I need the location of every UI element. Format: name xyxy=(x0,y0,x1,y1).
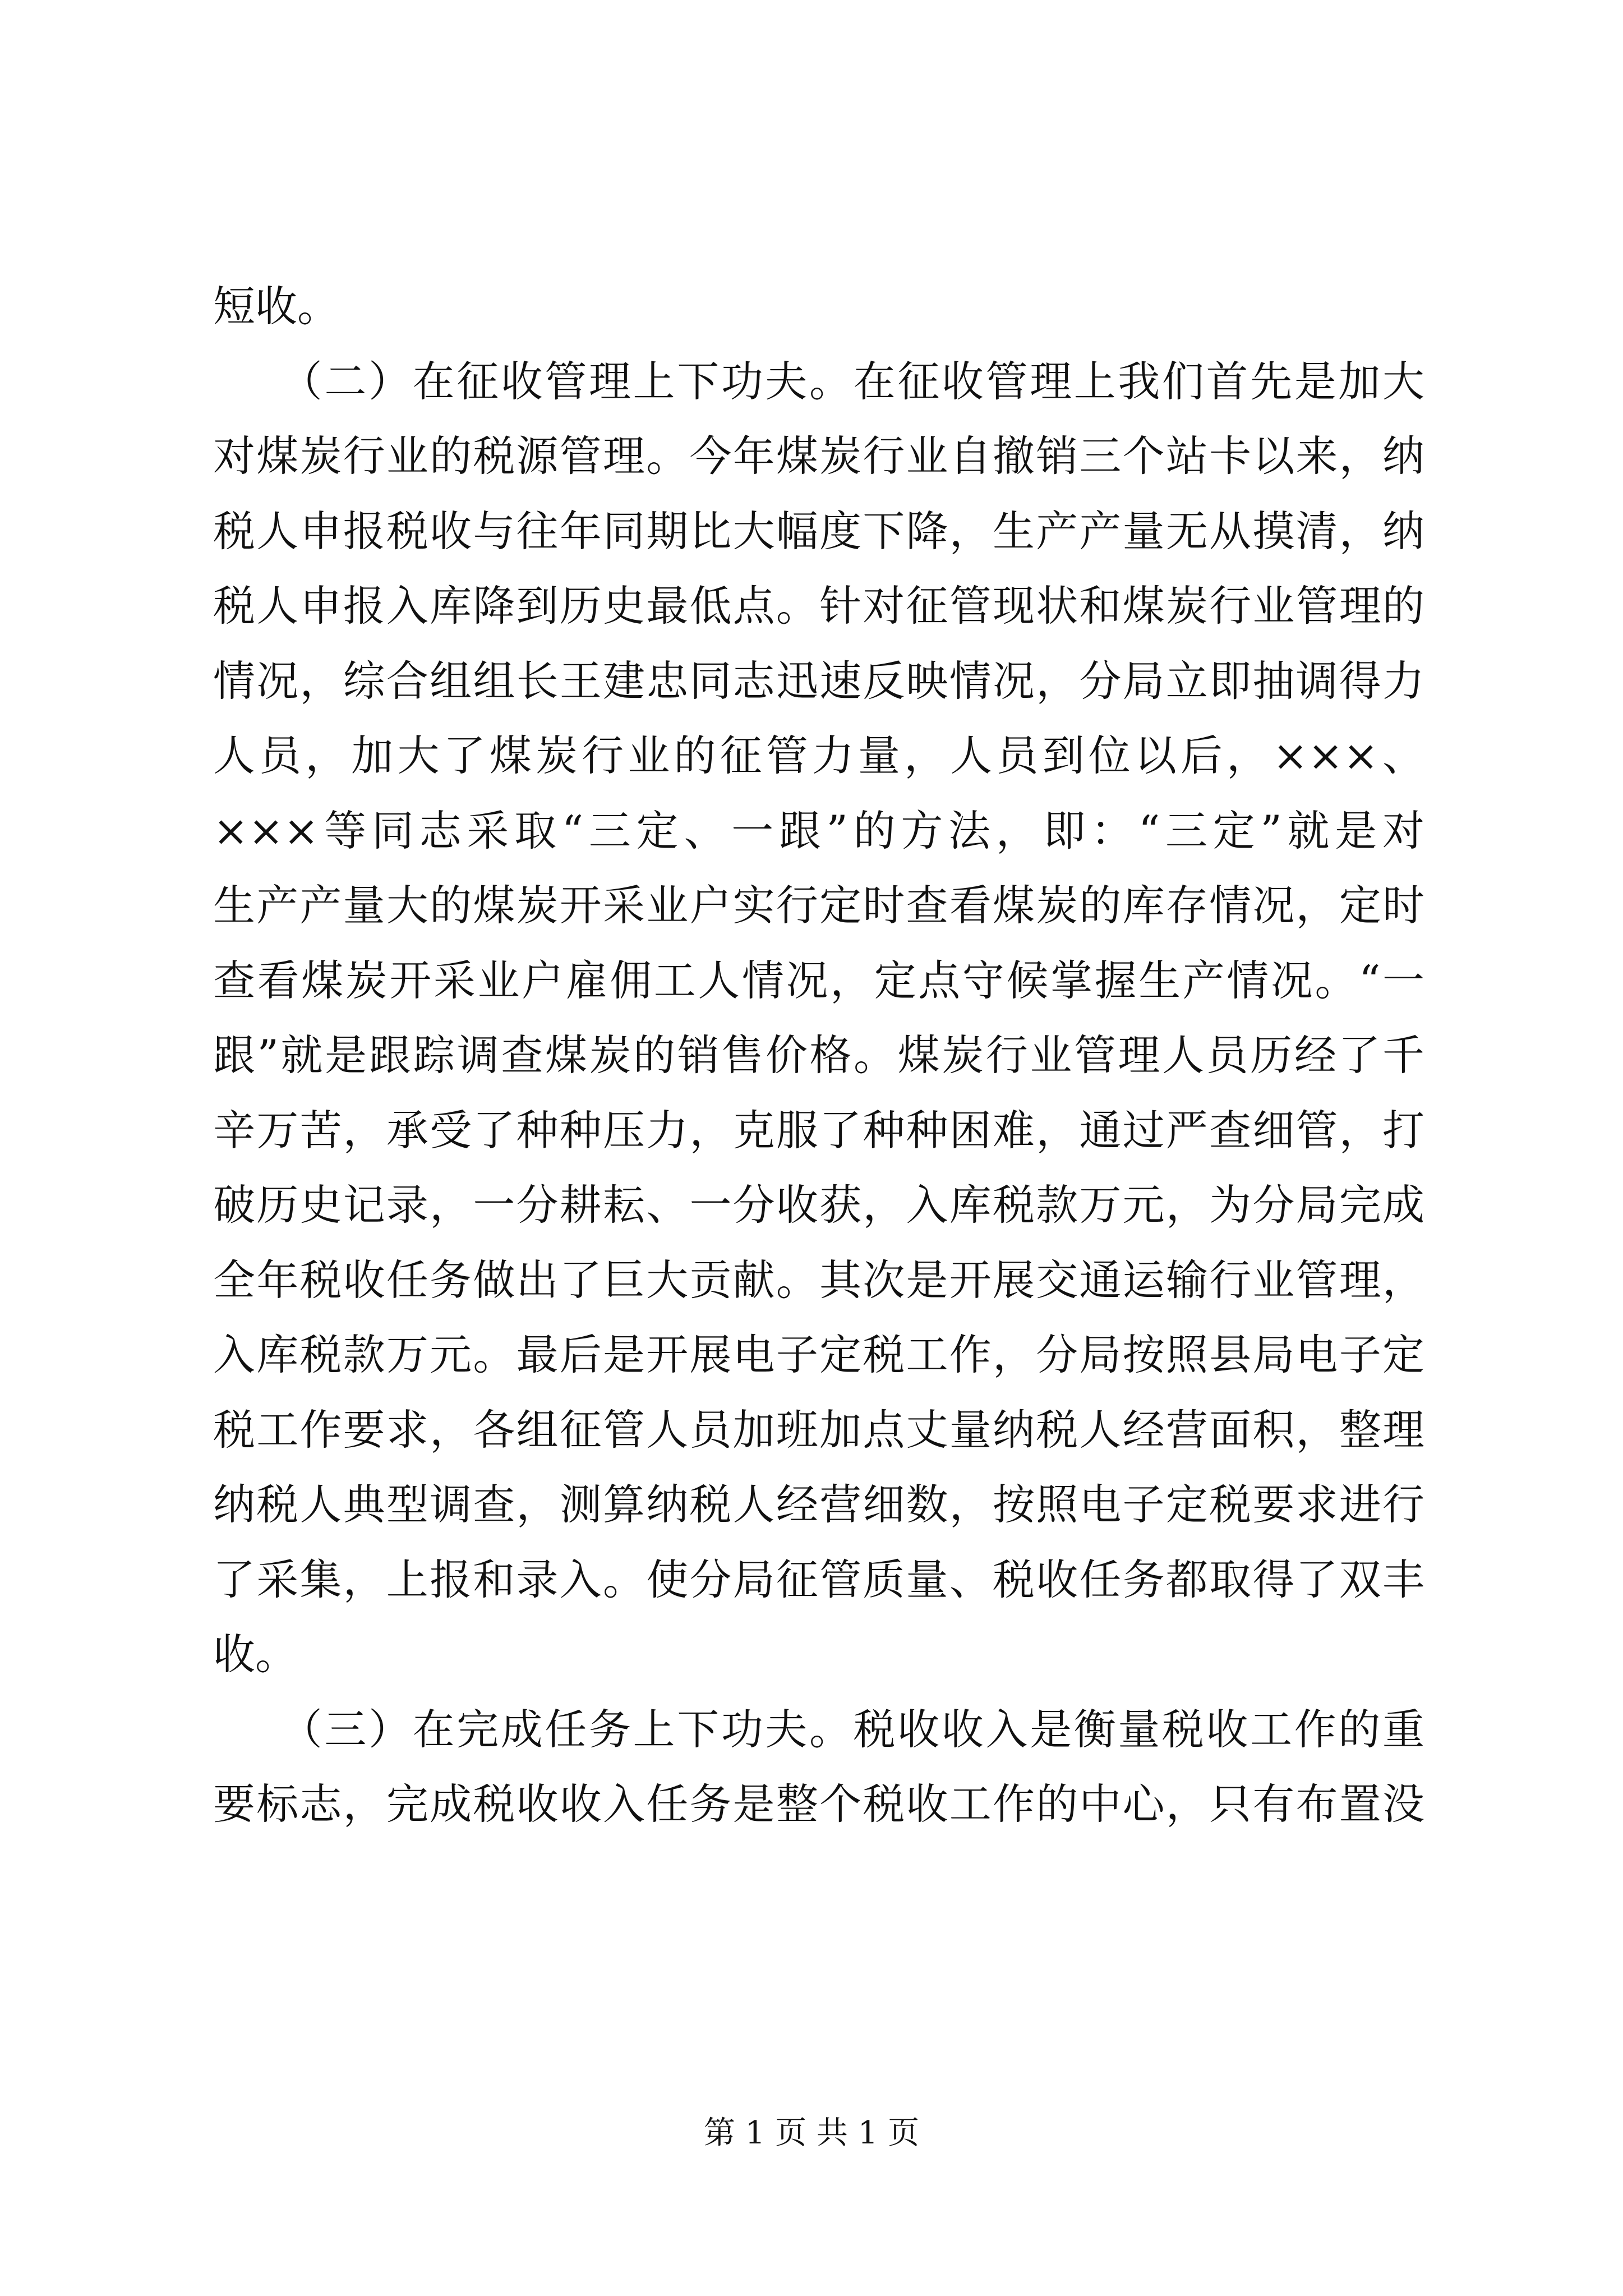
text-line: 要标志，完成税收收入任务是整个税收工作的中心，只有布置没 xyxy=(213,1779,1424,1829)
body-text xyxy=(213,269,1424,1842)
text-line: （三）在完成任务上下功夫。税收收入是衡量税收工作的重 xyxy=(213,1704,1424,1754)
text-line: 税人申报税收与往年同期比大幅度下降，生产产量无从摸清，纳 xyxy=(213,506,1424,556)
text-line: ×××等同志采取“三定、一跟”的方法，即：“三定”就是对 xyxy=(213,806,1424,855)
text-line: 了采集，上报和录入。使分局征管质量、税收任务都取得了双丰 xyxy=(213,1554,1424,1604)
text-line: 税人申报入库降到历史最低点。针对征管现状和煤炭行业管理的 xyxy=(213,581,1424,631)
text-line: 生产产量大的煤炭开采业户实行定时查看煤炭的库存情况，定时 xyxy=(213,881,1424,930)
text-line: 纳税人典型调查，测算纳税人经营细数，按照电子定税要求进行 xyxy=(213,1480,1424,1529)
page-footer: 第 1 页 共 1 页 xyxy=(703,2115,920,2151)
text-line: （二）在征收管理上下功夫。在征收管理上我们首先是加大 xyxy=(213,356,1424,406)
text-line: 情况，综合组组长王建忠同志迅速反映情况，分局立即抽调得力 xyxy=(213,656,1424,706)
text-line: 人员，加大了煤炭行业的征管力量，人员到位以后，×××、 xyxy=(213,731,1424,780)
text-line: 短收。 xyxy=(213,282,340,331)
text-line: 破历史记录，一分耕耘、一分收获，入库税款万元，为分局完成 xyxy=(213,1180,1424,1230)
text-line: 收。 xyxy=(213,1630,298,1679)
text-line: 对煤炭行业的税源管理。今年煤炭行业自撤销三个站卡以来，纳 xyxy=(213,431,1424,481)
text-line: 入库税款万元。最后是开展电子定税工作，分局按照县局电子定 xyxy=(213,1330,1424,1379)
text-line: 辛万苦，承受了种种压力，克服了种种困难，通过严查细管，打 xyxy=(213,1105,1424,1155)
text-line: 跟”就是跟踪调查煤炭的销售价格。煤炭行业管理人员历经了千 xyxy=(213,1030,1424,1080)
text-line: 全年税收任务做出了巨大贡献。其次是开展交通运输行业管理， xyxy=(213,1255,1424,1305)
text-line: 查看煤炭开采业户雇佣工人情况，定点守候掌握生产情况。“一 xyxy=(213,955,1424,1005)
text-line: 税工作要求，各组征管人员加班加点丈量纳税人经营面积，整理 xyxy=(213,1405,1424,1455)
